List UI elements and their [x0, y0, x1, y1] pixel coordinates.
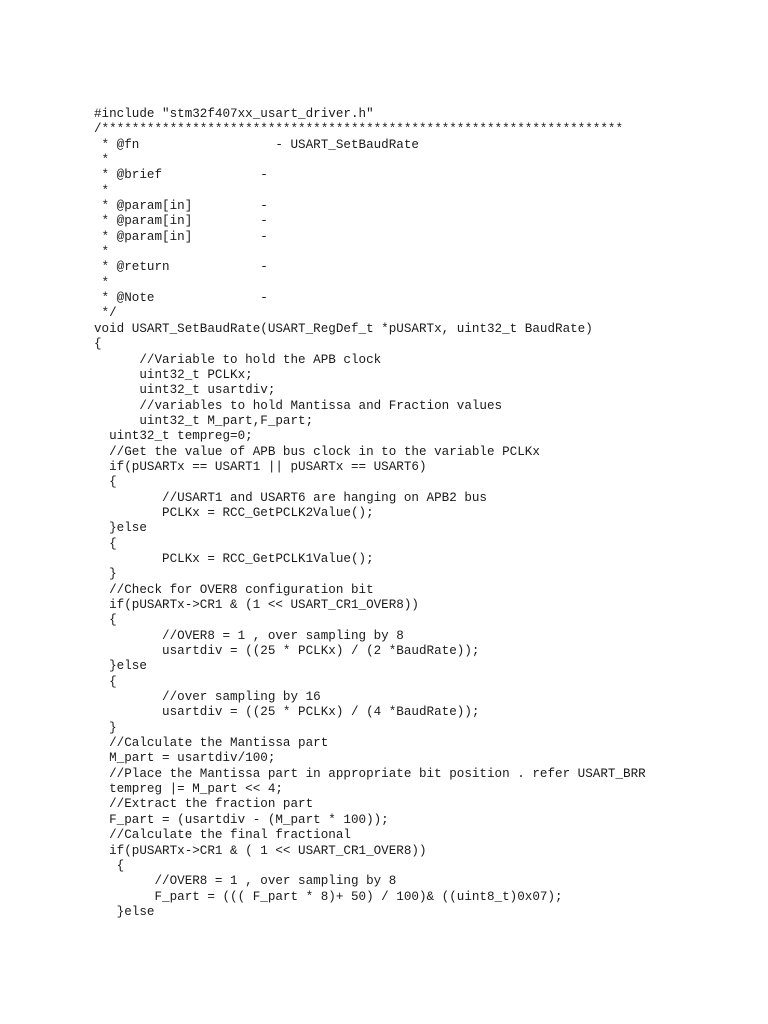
- code-line: //over sampling by 16: [94, 690, 321, 705]
- code-line: {: [94, 858, 125, 873]
- code-line: }: [94, 720, 117, 735]
- code-line: {: [94, 674, 117, 689]
- code-line: * @param[in] -: [94, 229, 268, 244]
- code-line: * @return -: [94, 260, 268, 275]
- code-line: //OVER8 = 1 , over sampling by 8: [94, 874, 397, 889]
- code-listing: [94, 107, 646, 920]
- code-line: #include "stm32f407xx_usart_driver.h": [94, 107, 374, 121]
- code-line: }else: [94, 904, 155, 919]
- code-line: * @param[in] -: [94, 199, 268, 214]
- code-line: usartdiv = ((25 * PCLKx) / (4 *BaudRate));: [94, 705, 480, 720]
- code-line: {: [94, 613, 117, 628]
- code-line: PCLKx = RCC_GetPCLK1Value();: [94, 551, 374, 566]
- code-line: F_part = (usartdiv - (M_part * 100));: [94, 812, 389, 827]
- code-line: tempreg |= M_part << 4;: [94, 782, 283, 797]
- code-line: * @Note -: [94, 291, 268, 306]
- code-line: usartdiv = ((25 * PCLKx) / (2 *BaudRate));: [94, 644, 480, 659]
- code-line: * @fn - USART_SetBaudRate: [94, 137, 419, 152]
- code-line: * @param[in] -: [94, 214, 268, 229]
- code-line: void USART_SetBaudRate(USART_RegDef_t *pUSARTx, uint32_t BaudRate): [94, 321, 593, 336]
- code-line: //Calculate the final fractional: [94, 828, 351, 843]
- code-line: //OVER8 = 1 , over sampling by 8: [94, 628, 404, 643]
- code-line: }: [94, 567, 117, 582]
- code-line: //Place the Mantissa part in appropriate bit position . refer USART_BRR: [94, 766, 646, 781]
- code-line: {: [94, 337, 102, 352]
- code-line: }else: [94, 521, 147, 536]
- code-line: //USART1 and USART6 are hanging on APB2 bus: [94, 490, 487, 505]
- code-line: if(pUSARTx == USART1 || pUSARTx == USART6): [94, 459, 427, 474]
- code-line: */: [94, 306, 117, 321]
- code-line: /*********************************************************************: [94, 122, 624, 137]
- code-line: //Extract the fraction part: [94, 797, 314, 812]
- code-line: uint32_t M_part,F_part;: [94, 413, 314, 428]
- code-line: if(pUSARTx->CR1 & ( 1 << USART_CR1_OVER8)): [94, 843, 427, 858]
- code-line: * @brief -: [94, 168, 268, 183]
- code-line: *: [94, 153, 110, 168]
- code-line: uint32_t tempreg=0;: [94, 429, 253, 444]
- code-line: uint32_t PCLKx;: [94, 367, 253, 382]
- code-line: *: [94, 183, 110, 198]
- code-line: //Check for OVER8 configuration bit: [94, 582, 374, 597]
- code-line: //Calculate the Mantissa part: [94, 736, 329, 751]
- code-line: //Get the value of APB bus clock in to the variable PCLKx: [94, 444, 540, 459]
- code-line: uint32_t usartdiv;: [94, 383, 276, 398]
- code-line: if(pUSARTx->CR1 & (1 << USART_CR1_OVER8)): [94, 598, 419, 612]
- code-line: *: [94, 275, 110, 290]
- code-line: M_part = usartdiv/100;: [94, 751, 276, 766]
- code-line: //variables to hold Mantissa and Fraction values: [94, 398, 503, 413]
- code-line: //Variable to hold the APB clock: [94, 352, 382, 367]
- code-line: {: [94, 536, 117, 551]
- code-line: *: [94, 245, 110, 260]
- code-line: }else: [94, 659, 147, 674]
- code-line: {: [94, 475, 117, 490]
- code-line: PCLKx = RCC_GetPCLK2Value();: [94, 505, 374, 520]
- code-line: F_part = ((( F_part * 8)+ 50) / 100)& ((uint8_t)0x07);: [94, 889, 563, 904]
